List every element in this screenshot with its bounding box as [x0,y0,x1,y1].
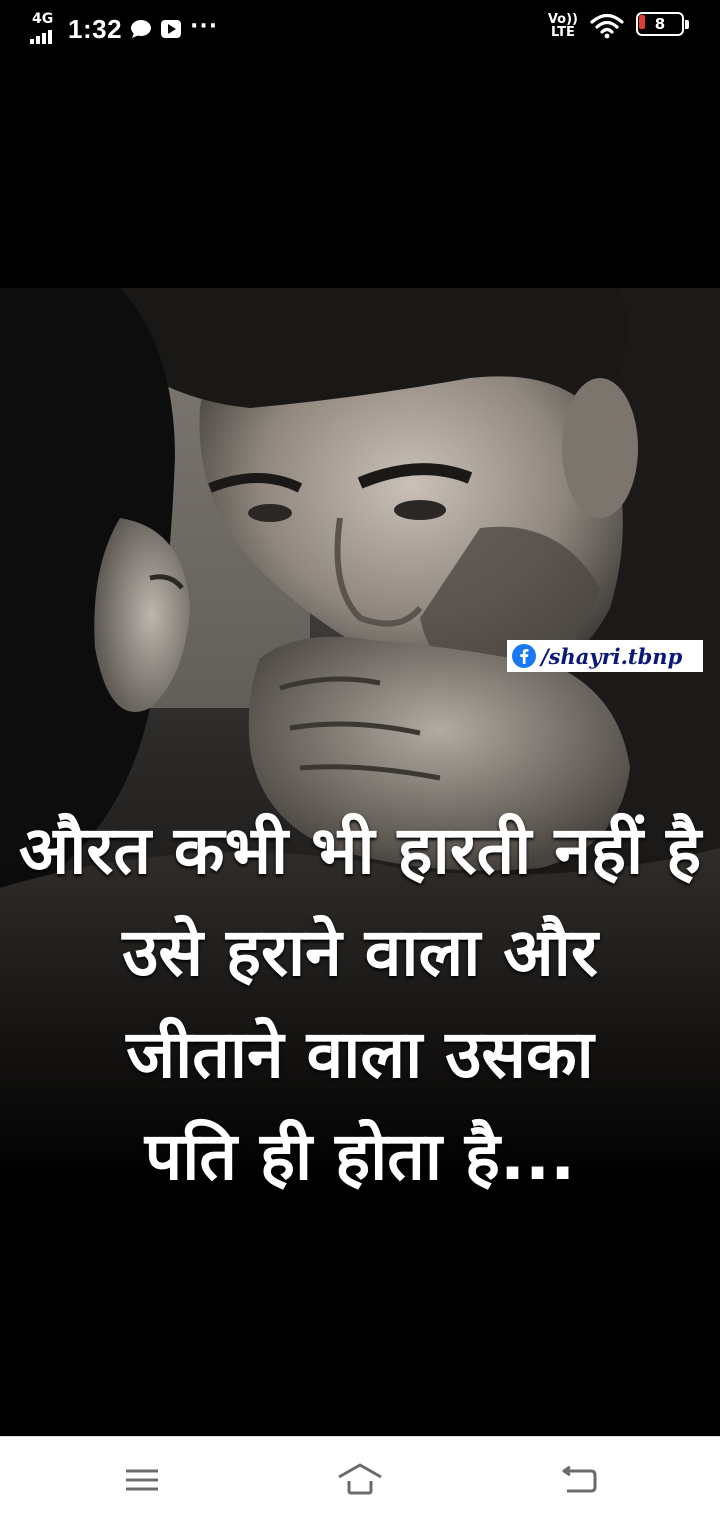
quote-line: औरत कभी भी हारती नहीं है [18,812,702,889]
facebook-icon [511,643,537,669]
quote-line: पति ही होता है... [144,1118,576,1195]
watermark [507,640,703,672]
quote-line: जीताने वाला उसका [126,1016,594,1093]
network-type: 4G [32,11,54,27]
battery-level: 8 [654,15,666,33]
quote-line: उसे हराने वाला और [122,914,598,991]
menu-icon[interactable] [118,1459,168,1499]
chat-bubble-icon [130,19,152,39]
volte-icon: Vo)) LTE [547,12,578,40]
wifi-icon [590,13,624,39]
back-icon[interactable] [555,1459,605,1499]
navigation-bar [0,1436,720,1521]
status-bar-right [548,12,692,40]
status-bar [0,0,720,62]
quote-text [0,800,720,1208]
home-icon[interactable] [335,1459,385,1499]
clock: 1:32 [68,13,123,44]
play-icon [160,19,182,39]
watermark-text: /shayri.tbnp [541,643,683,669]
signal-icon [28,12,60,46]
status-bar-left [28,12,218,46]
battery-icon [636,12,692,40]
more-icon: ··· [190,13,219,39]
